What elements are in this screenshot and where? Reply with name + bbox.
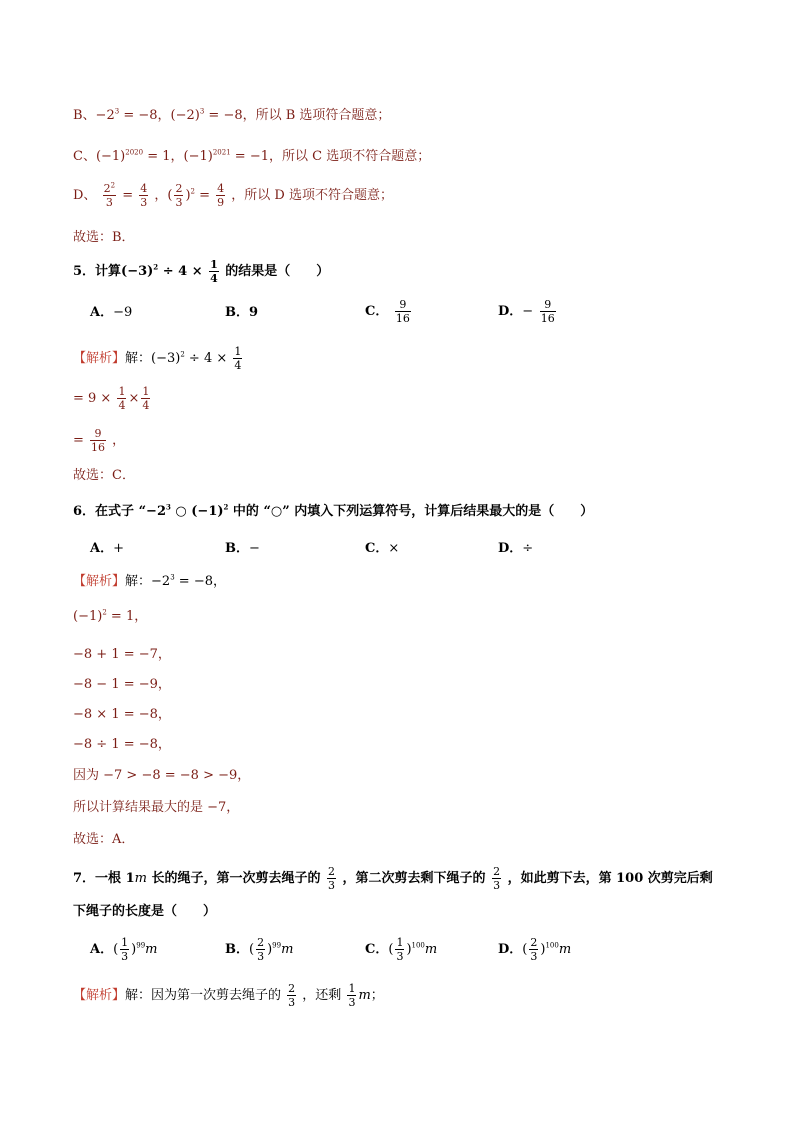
q7-option-c[interactable]: C．( $\frac{1}{3}$ )$^{100}$m [365, 936, 438, 963]
q5-option-b[interactable]: B．9 [225, 305, 259, 320]
q5-option-a[interactable]: A．−9 [90, 305, 133, 320]
q4-option-c-analysis: C、$(-1)^{2020} = 1$，$(-1)^{2021} = -1$，所以 C 选项不符合题意； [73, 148, 431, 164]
q5-option-c[interactable]: C． $\frac{9}{16}$ [365, 298, 410, 325]
q6-option-d[interactable]: D．÷ [498, 541, 534, 556]
q7-option-d[interactable]: D．( $\frac{2}{3}$ )$^{100}$m [498, 936, 572, 963]
q5-analysis: 【解析】解：$(-3)^2 \div 4$ × $\frac{1}{4}$ [73, 345, 242, 372]
q7-analysis: 【解析】解：因为第一次剪去绳子的 $\frac{2}{3}$ ，还剩 $\frac{1}{3}$ m； [73, 982, 384, 1009]
q6-analysis: 【解析】解：$-2^3 = -8$， [73, 573, 226, 589]
q6-line-7: 所以计算结果最大的是 −7， [73, 800, 240, 815]
q7-option-a[interactable]: A．( $\frac{1}{3}$ )$^{99}$m [90, 936, 158, 963]
q6-line-3: −8 − 1 = −9， [73, 677, 171, 692]
q6-line-5: −8 ÷ 1 = −8， [73, 737, 171, 752]
q7-option-b[interactable]: B．( $\frac{2}{3}$ )$^{99}$m [225, 936, 294, 963]
q6-line-6: 因为 −7 > −8 = −8 > −9， [73, 768, 251, 783]
q5-stem: 5．计算$(-3)^2 \div 4$ × $\frac{1}{4}$ 的结果是（ ） [73, 258, 330, 285]
q6-option-c[interactable]: C．× [365, 541, 400, 556]
q6-stem: 6．在式子 “$-2^3$ ○ $(-1)^2$ 中的 “○” 内填入下列运算符号，计算后结果最大的是（ ） [73, 502, 594, 519]
q5-step-1: = 9 × $\frac{1}{4}$ × $\frac{1}{4}$ [73, 385, 150, 412]
q5-answer: 故选：C． [73, 468, 135, 483]
q6-answer: 故选：A． [73, 832, 135, 847]
q4-option-b-analysis: B、$-2^3 = -8$，$(-2)^3 = -8$，所以 B 选项符合题意； [73, 107, 391, 123]
q6-line-1: $(-1)^2 = 1$， [73, 608, 148, 624]
q5-option-d[interactable]: D．− $\frac{9}{16}$ [498, 298, 555, 325]
q4-option-d-analysis: D、 $\frac{2^2}{3}$ = $\frac{4}{3}$ ，( $\frac{2}{3}$ )$^2$ = $\frac{4}{9}$ ，所以 D 选项不符合题意； [73, 181, 393, 209]
q7-stem-line-2: 下绳子的长度是（ ） [73, 904, 217, 919]
q6-line-2: −8 + 1 = −7， [73, 647, 171, 662]
q4-answer: 故选：B． [73, 230, 135, 245]
q5-step-2: = $\frac{9}{16}$ ， [73, 427, 126, 454]
q6-line-4: −8 × 1 = −8， [73, 707, 171, 722]
q6-option-a[interactable]: A．+ [90, 541, 124, 556]
q6-option-b[interactable]: B．− [225, 541, 260, 556]
q7-stem-line-1: 7．一根 1m 长的绳子，第一次剪去绳子的 $\frac{2}{3}$ ，第二次剪去剩下绳子的 $\frac{2}{3}$ ，如此剪下去，第 100 次剪完后剩 [73, 865, 713, 892]
